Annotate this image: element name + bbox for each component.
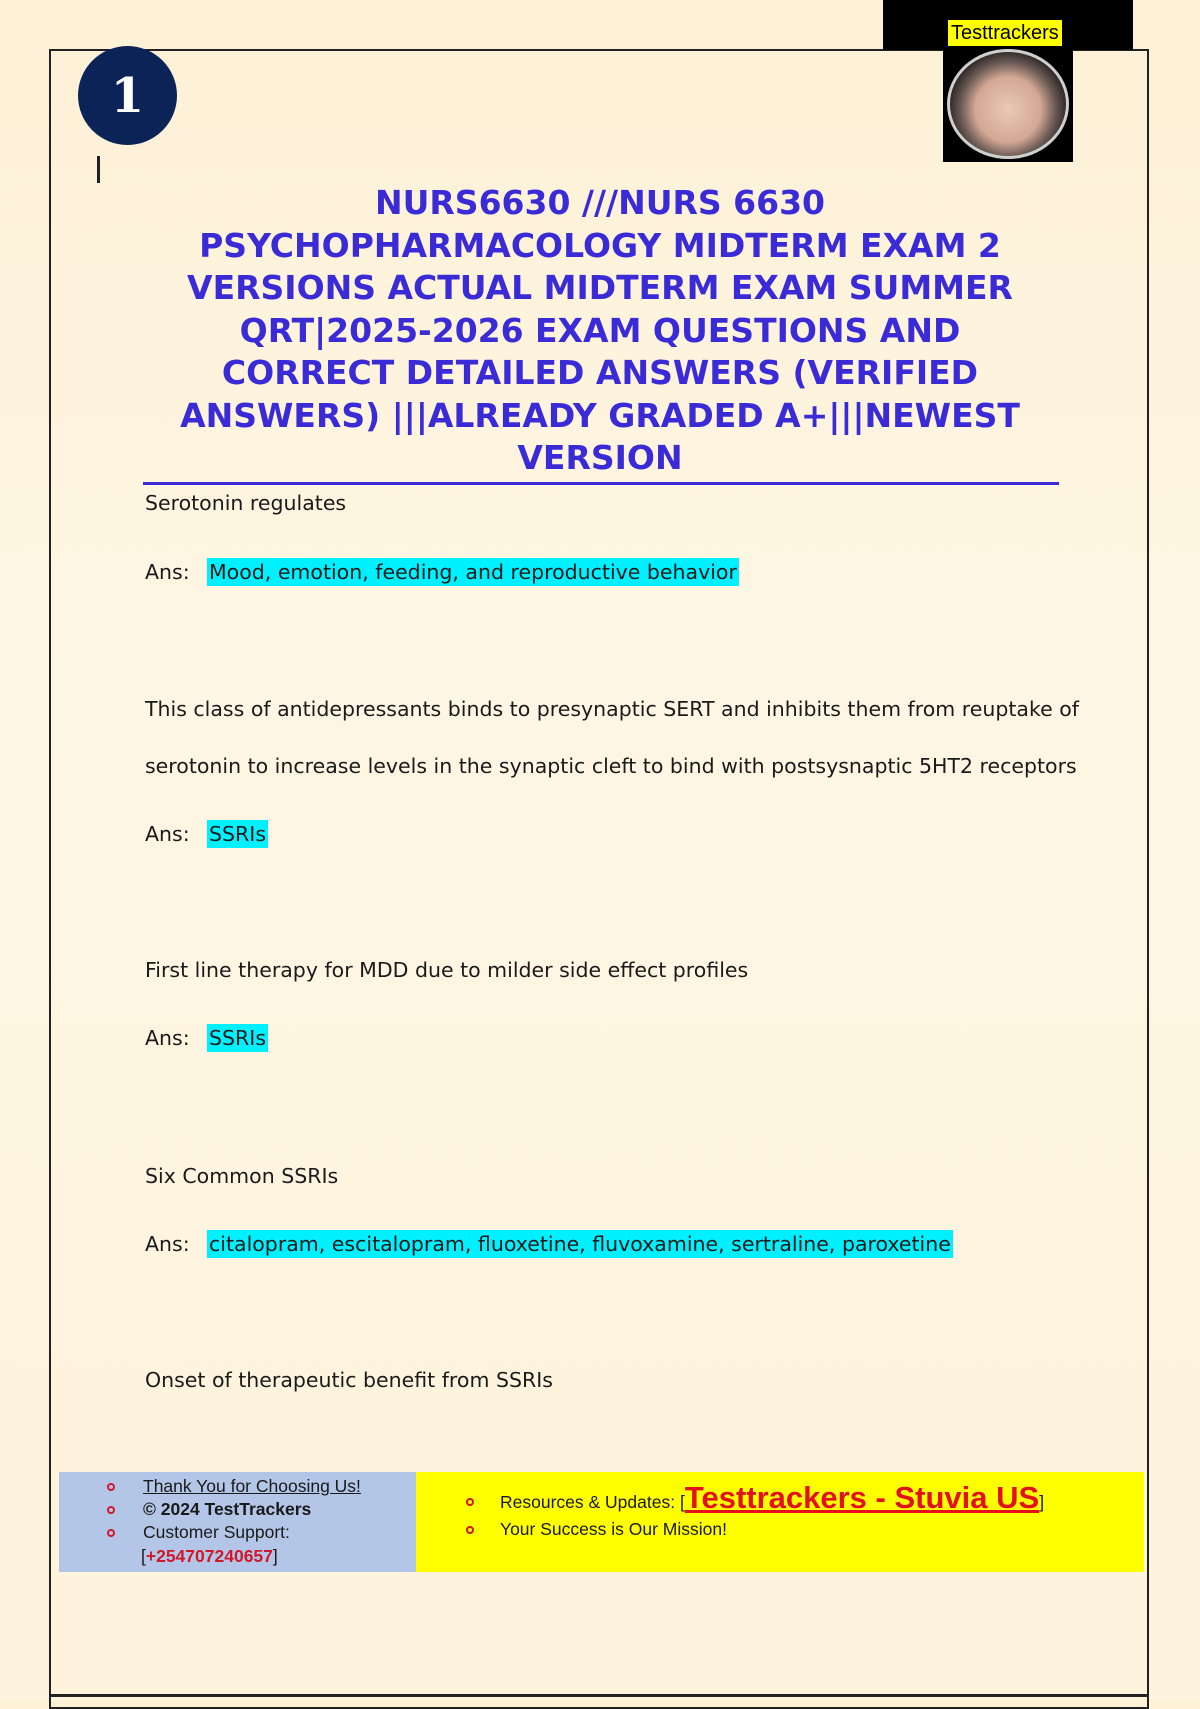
question-3: First line therapy for MDD due to milder side effect profiles [145,958,749,982]
answer-3: SSRIs [209,1026,266,1050]
support-phone[interactable]: [+254707240657] [141,1546,278,1566]
question-5: Onset of therapeutic benefit from SSRIs [145,1368,553,1392]
bullet-icon [107,1506,115,1514]
brand-label: Testtrackers [948,20,1062,46]
resources-line: Resources & Updates: [Testtrackers - Stuvia US] [500,1480,1045,1515]
answer-label-4: Ans: [145,1232,190,1256]
resources-label: Resources & Updates: [500,1492,680,1512]
thank-you-link[interactable]: Thank You for Choosing Us! [143,1476,361,1496]
question-1: Serotonin regulates [145,491,347,515]
bullet-icon [107,1529,115,1537]
question-2-line-2: serotonin to increase levels in the synaptic cleft to bind with postsysnaptic 5HT2 receptors [145,754,1077,778]
bullet-icon [466,1526,474,1534]
support-phone-number[interactable]: +254707240657 [145,1546,273,1566]
text-cursor [97,156,100,183]
page-number-badge: 1 [78,46,177,145]
stuvia-link[interactable]: Testtrackers - Stuvia US [684,1480,1040,1515]
answer-2: SSRIs [209,822,266,846]
answer-label-3: Ans: [145,1026,190,1050]
answer-label-1: Ans: [145,560,190,584]
author-avatar [943,47,1073,162]
portrait-image [947,49,1069,159]
support-label: Customer Support: [143,1522,290,1542]
bottom-divider [49,1694,1149,1697]
answer-4: citalopram, escitalopram, fluoxetine, fluvoxamine, sertraline, paroxetine [209,1232,951,1256]
copyright-text: © 2024 TestTrackers [143,1499,312,1519]
title-divider [143,482,1059,485]
question-4: Six Common SSRIs [145,1164,339,1188]
bullet-icon [466,1498,474,1506]
mission-text: Your Success is Our Mission! [500,1519,727,1539]
bullet-icon [107,1483,115,1491]
question-2-line-1: This class of antidepressants binds to presynaptic SERT and inhibits them from reuptake of [145,697,1080,721]
answer-label-2: Ans: [145,822,190,846]
answer-1: Mood, emotion, feeding, and reproductive behavior [209,560,737,584]
document-title: NURS6630 ///NURS 6630 PSYCHOPHARMACOLOGY MIDTERM EXAM 2 VERSIONS ACTUAL MIDTERM EXAM SUMMER QRT|2025-2026 EXAM QUESTIONS AND CORRECT DETAILED ANSWERS (VERIFIED ANSWERS) |||ALREADY GRADED A+|||NEWEST VERSION [180,183,1020,477]
